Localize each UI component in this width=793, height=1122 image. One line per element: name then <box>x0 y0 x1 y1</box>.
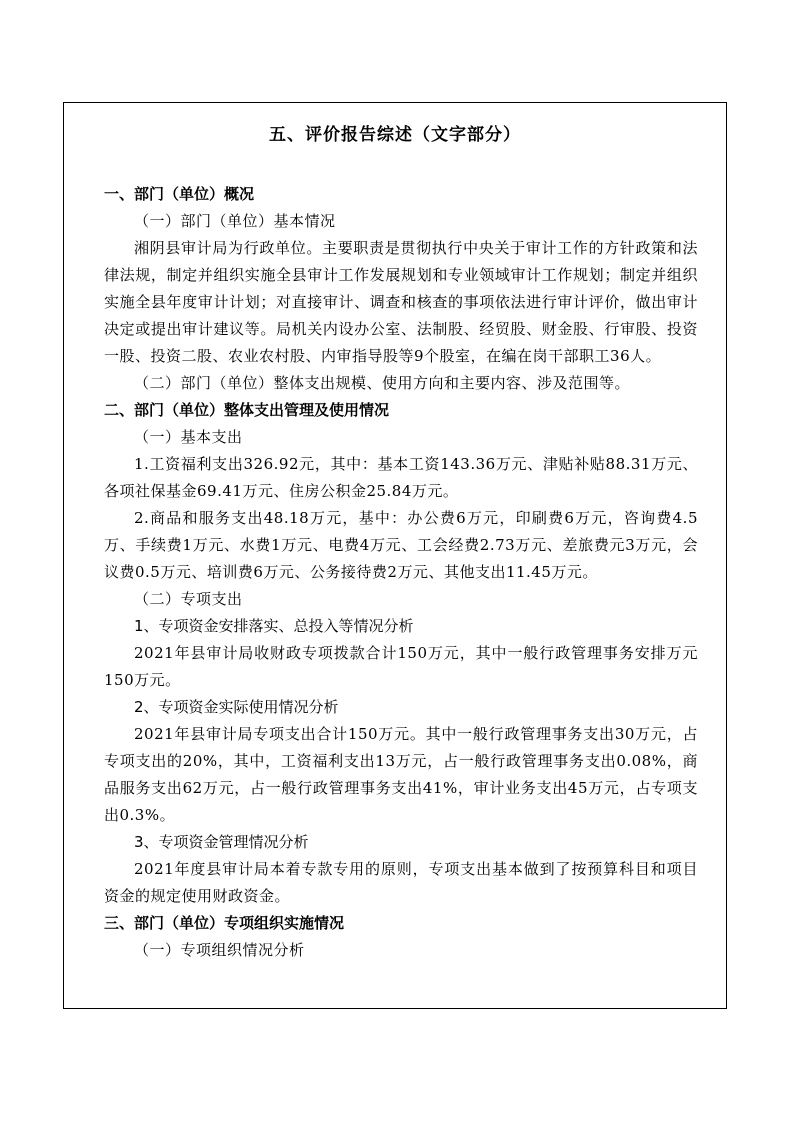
paragraph: 1.工资福利支出326.92元，其中：基本工资143.36万元、津贴补贴88.31万元、各项社保基金69.41万元、住房公积金25.84万元。 <box>104 455 698 500</box>
paragraph: 2021年县审计局收财政专项拨款合计150万元，其中一般行政管理事务安排万元150万元。 <box>104 644 698 689</box>
section-heading: 一、部门（单位）概况 <box>104 185 255 203</box>
item-heading: 2、专项资金实际使用情况分析 <box>134 698 339 716</box>
paragraph: 湘阴县审计局为行政单位。主要职责是贯彻执行中央关于审计工作的方针政策和法律法规，制定并组织实施全县审计工作发展规划和专业领域审计工作规划；制定并组织实施全县年度审计计划；对直接审计、调查和核查的事项依法进行审计评价，做出审计决定或提出审计建议等。局机关内设办公室、法制股、经贸股、财金股、行审股、投资一股、投资二股、农业农村股、内审指导股等9个股室，在编在岗干部职工36人。 <box>104 239 698 365</box>
subsection-heading: （一）专项组织情况分析 <box>134 941 305 959</box>
subsection-heading: （二）部门（单位）整体支出规模、使用方向和主要内容、涉及范围等。 <box>134 374 631 392</box>
item-heading: 3、专项资金管理情况分析 <box>134 833 309 851</box>
item-heading: 1、专项资金安排落实、总投入等情况分析 <box>134 617 414 635</box>
section-heading: 三、部门（单位）专项组织实施情况 <box>104 914 345 932</box>
report-body <box>104 181 698 964</box>
report-frame <box>63 102 727 1009</box>
paragraph: 2021年度县审计局本着专款专用的原则，专项支出基本做到了按预算科目和项目资金的规定使用财政资金。 <box>104 860 698 905</box>
section-heading: 二、部门（单位）整体支出管理及使用情况 <box>104 401 390 419</box>
paragraph: 2021年县审计局专项支出合计150万元。其中一般行政管理事务支出30万元，占专项支出的20%，其中，工资福利支出13万元，占一般行政管理事务支出0.08%，商品服务支出62万元，占一般行政管理事务支出41%，审计业务支出45万元，占专项支出0.3%。 <box>104 725 698 824</box>
subsection-heading: （一）基本支出 <box>134 428 243 446</box>
subsection-heading: （一）部门（单位）基本情况 <box>134 212 336 230</box>
paragraph: 2.商品和服务支出48.18万元，基中：办公费6万元，印刷费6万元，咨询费4.5万、手续费1万元、水费1万元、电费4万元、工会经费2.73万元、差旅费元3万元，会议费0.5万元、培训费6万元、公务接待费2万元、其他支出11.45万元。 <box>104 509 698 581</box>
page-title: 五、评价报告综述（文字部分） <box>269 125 521 145</box>
subsection-heading: （二）专项支出 <box>134 590 243 608</box>
